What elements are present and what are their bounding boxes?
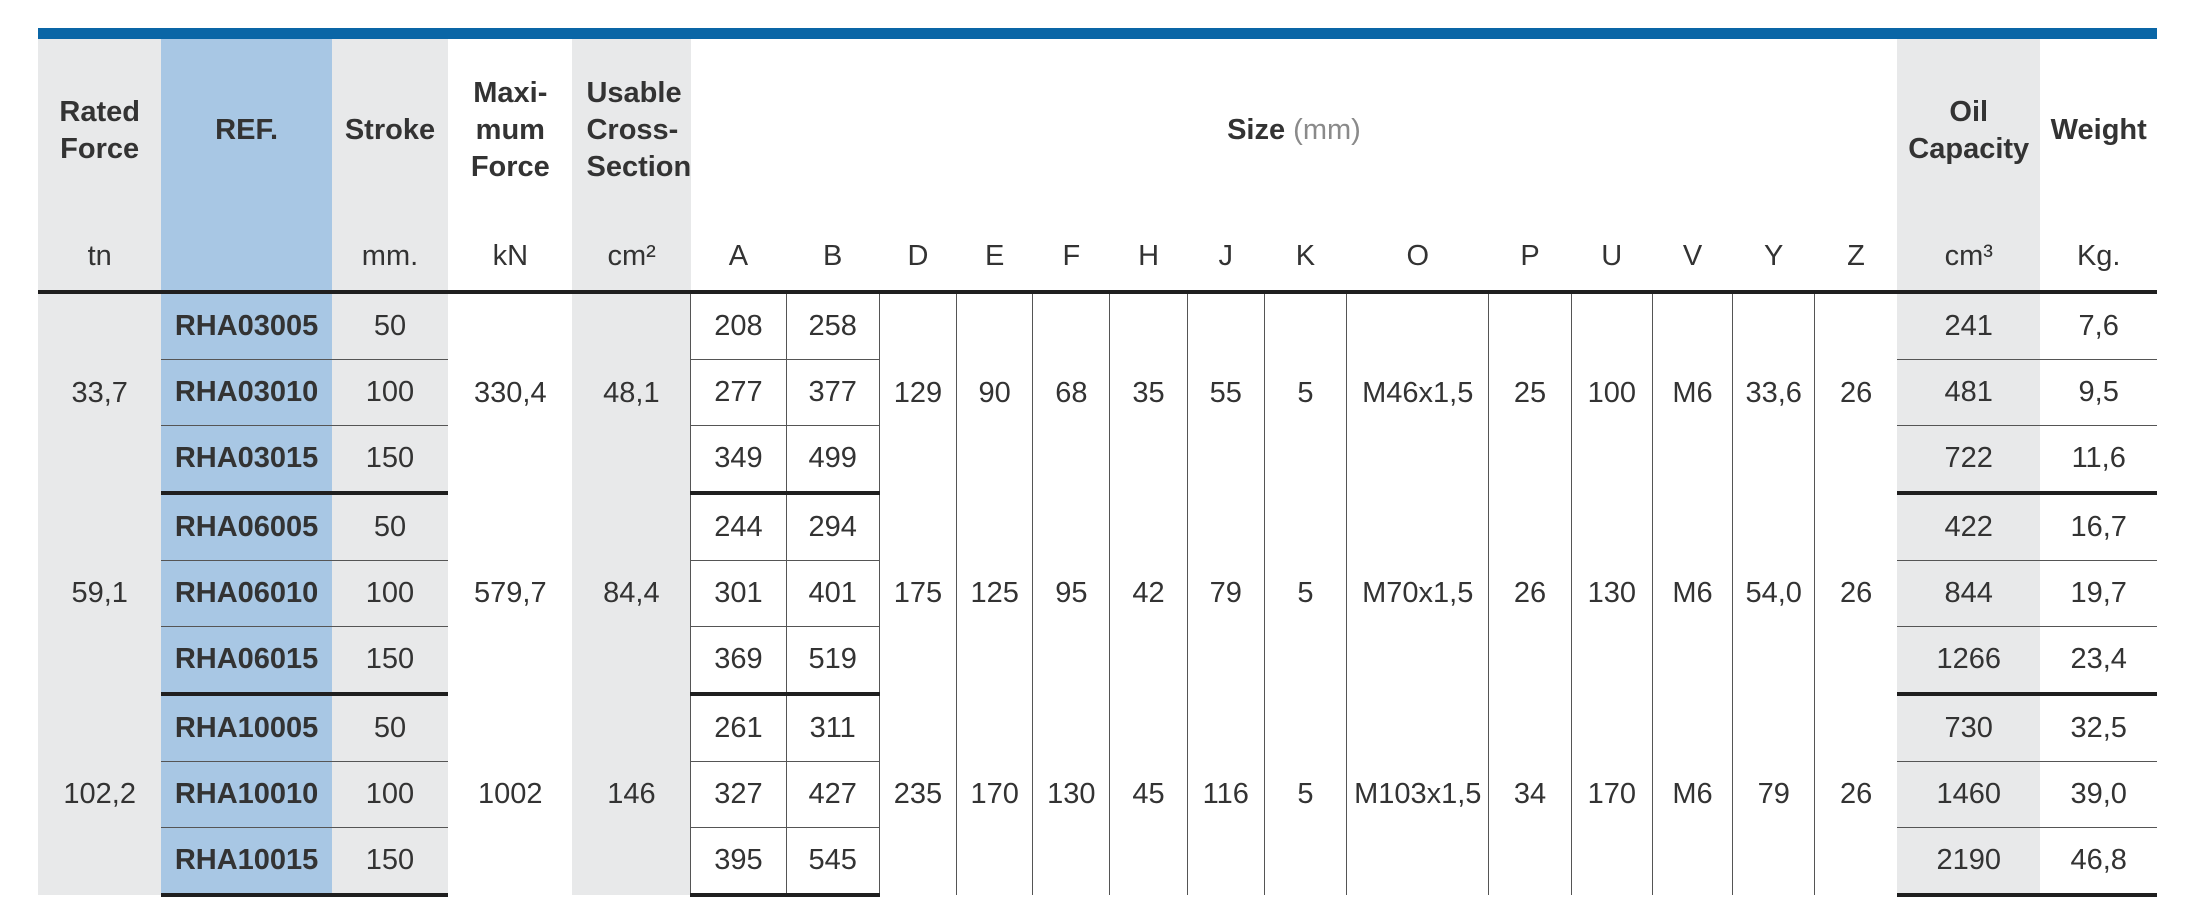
cell-j: 55	[1187, 292, 1264, 493]
dim-header-z: Z	[1815, 222, 1897, 292]
cell-f: 95	[1033, 493, 1110, 694]
unit-oil-capacity: cm³	[1897, 222, 2040, 292]
cell-ref: RHA10005	[161, 694, 331, 762]
cell-weight: 7,6	[2040, 292, 2157, 360]
cell-oil-capacity: 422	[1897, 493, 2040, 561]
cell-v: M6	[1652, 292, 1732, 493]
cell-ref: RHA03015	[161, 426, 331, 494]
cell-ref: RHA06010	[161, 561, 331, 627]
cell-max-force: 579,7	[474, 577, 547, 609]
cell-d: 175	[879, 493, 956, 694]
dim-header-v: V	[1652, 222, 1732, 292]
cell-o: M103x1,5	[1347, 694, 1489, 895]
cell-stroke: 100	[332, 360, 448, 426]
cell-a: 395	[691, 828, 786, 896]
cell-stroke: 50	[332, 493, 448, 561]
cell-y: 79	[1733, 694, 1815, 895]
cell-o: M46x1,5	[1347, 292, 1489, 493]
header-rated-force: Rated Force	[38, 39, 161, 222]
cell-cross-section: 48,1	[572, 292, 690, 493]
cell-oil-capacity: 1266	[1897, 627, 2040, 695]
top-accent-bar	[38, 28, 2157, 39]
cell-cross-section: 146	[572, 694, 690, 895]
cell-stroke: 100	[332, 561, 448, 627]
cell-oil-capacity: 2190	[1897, 828, 2040, 896]
cell-k: 5	[1264, 292, 1346, 493]
unit-rated-force: tn	[38, 222, 161, 292]
cell-h: 45	[1110, 694, 1187, 895]
cell-u: 170	[1571, 694, 1652, 895]
unit-row	[38, 222, 2157, 292]
cell-oil-capacity: 844	[1897, 561, 2040, 627]
dim-header-k: K	[1264, 222, 1346, 292]
cell-oil-capacity: 730	[1897, 694, 2040, 762]
dim-header-j: J	[1187, 222, 1264, 292]
dim-header-b: B	[786, 222, 879, 292]
cell-stroke: 150	[332, 627, 448, 695]
cell-a: 208	[691, 292, 786, 360]
cell-oil-capacity: 481	[1897, 360, 2040, 426]
cell-rated-force: 33,7	[38, 292, 161, 493]
cell-a: 277	[691, 360, 786, 426]
cell-cross-section: 84,4	[572, 493, 690, 694]
cell-max-force: 330,4	[474, 377, 547, 409]
cell-k: 5	[1264, 694, 1346, 895]
dim-header-h: H	[1110, 222, 1187, 292]
cell-weight: 9,5	[2040, 360, 2157, 426]
cell-ref: RHA10015	[161, 828, 331, 896]
cell-u: 100	[1571, 292, 1652, 493]
cell-b: 427	[786, 762, 879, 828]
cell-stroke: 100	[332, 762, 448, 828]
cell-rated-force: 102,2	[38, 694, 161, 895]
cell-a: 369	[691, 627, 786, 695]
cell-weight: 46,8	[2040, 828, 2157, 896]
unit-stroke: mm.	[332, 222, 448, 292]
cell-y: 54,0	[1733, 493, 1815, 694]
cell-b: 377	[786, 360, 879, 426]
cell-b: 401	[786, 561, 879, 627]
header-cross-section: Usable Cross- Section	[572, 39, 690, 222]
table-row	[38, 694, 2157, 762]
cell-b: 519	[786, 627, 879, 695]
dim-header-u: U	[1571, 222, 1652, 292]
dim-header-d: D	[879, 222, 956, 292]
table-row	[38, 493, 2157, 561]
header-row	[38, 39, 2157, 222]
dim-header-e: E	[957, 222, 1033, 292]
cell-b: 258	[786, 292, 879, 360]
header-weight: Weight	[2050, 114, 2147, 146]
cell-f: 130	[1033, 694, 1110, 895]
cell-b: 545	[786, 828, 879, 896]
cell-p: 34	[1489, 694, 1571, 895]
cell-e: 170	[957, 694, 1033, 895]
cell-a: 349	[691, 426, 786, 494]
cell-b: 294	[786, 493, 879, 561]
cell-weight: 19,7	[2040, 561, 2157, 627]
cell-stroke: 150	[332, 828, 448, 896]
cell-stroke: 50	[332, 694, 448, 762]
cell-stroke: 150	[332, 426, 448, 494]
cell-v: M6	[1652, 493, 1732, 694]
cell-weight: 11,6	[2040, 426, 2157, 494]
cell-y: 33,6	[1733, 292, 1815, 493]
dim-header-a: A	[691, 222, 786, 292]
table-row	[38, 292, 2157, 360]
cell-weight: 39,0	[2040, 762, 2157, 828]
cell-h: 35	[1110, 292, 1187, 493]
cell-max-force: 1002	[478, 778, 543, 810]
header-ref: REF.	[161, 39, 331, 222]
unit-weight: Kg.	[2040, 222, 2157, 292]
unit-ref	[161, 222, 331, 292]
cell-o: M70x1,5	[1347, 493, 1489, 694]
cell-v: M6	[1652, 694, 1732, 895]
cell-ref: RHA03005	[161, 292, 331, 360]
dim-header-f: F	[1033, 222, 1110, 292]
cell-d: 235	[879, 694, 956, 895]
cell-f: 68	[1033, 292, 1110, 493]
cell-ref: RHA03010	[161, 360, 331, 426]
cell-j: 79	[1187, 493, 1264, 694]
header-max-force: Maxi- mum Force	[470, 77, 550, 183]
header-size-label: Size	[1227, 114, 1286, 146]
cell-oil-capacity: 722	[1897, 426, 2040, 494]
spec-table	[38, 28, 2157, 897]
cell-rated-force: 59,1	[38, 493, 161, 694]
cell-a: 327	[691, 762, 786, 828]
cell-ref: RHA06015	[161, 627, 331, 695]
cell-b: 499	[786, 426, 879, 494]
cell-a: 244	[691, 493, 786, 561]
header-size-unit: (mm)	[1293, 114, 1361, 146]
header-stroke: Stroke	[332, 39, 448, 222]
cell-weight: 23,4	[2040, 627, 2157, 695]
cell-a: 301	[691, 561, 786, 627]
cell-oil-capacity: 1460	[1897, 762, 2040, 828]
cell-ref: RHA10010	[161, 762, 331, 828]
cell-e: 125	[957, 493, 1033, 694]
cell-h: 42	[1110, 493, 1187, 694]
cell-stroke: 50	[332, 292, 448, 360]
cell-z: 26	[1815, 694, 1897, 895]
cell-z: 26	[1815, 292, 1897, 493]
cell-weight: 16,7	[2040, 493, 2157, 561]
unit-cross-section: cm²	[572, 222, 690, 292]
header-size	[691, 39, 1897, 222]
dim-header-o: O	[1347, 222, 1489, 292]
cell-p: 25	[1489, 292, 1571, 493]
dim-header-y: Y	[1733, 222, 1815, 292]
dim-header-p: P	[1489, 222, 1571, 292]
cell-p: 26	[1489, 493, 1571, 694]
cell-u: 130	[1571, 493, 1652, 694]
cell-a: 261	[691, 694, 786, 762]
cell-weight: 32,5	[2040, 694, 2157, 762]
unit-max-force: kN	[448, 222, 572, 292]
cell-ref: RHA06005	[161, 493, 331, 561]
cell-d: 129	[879, 292, 956, 493]
cell-e: 90	[957, 292, 1033, 493]
header-oil-capacity: Oil Capacity	[1897, 39, 2040, 222]
cell-b: 311	[786, 694, 879, 762]
cell-j: 116	[1187, 694, 1264, 895]
cell-k: 5	[1264, 493, 1346, 694]
cell-oil-capacity: 241	[1897, 292, 2040, 360]
cell-z: 26	[1815, 493, 1897, 694]
